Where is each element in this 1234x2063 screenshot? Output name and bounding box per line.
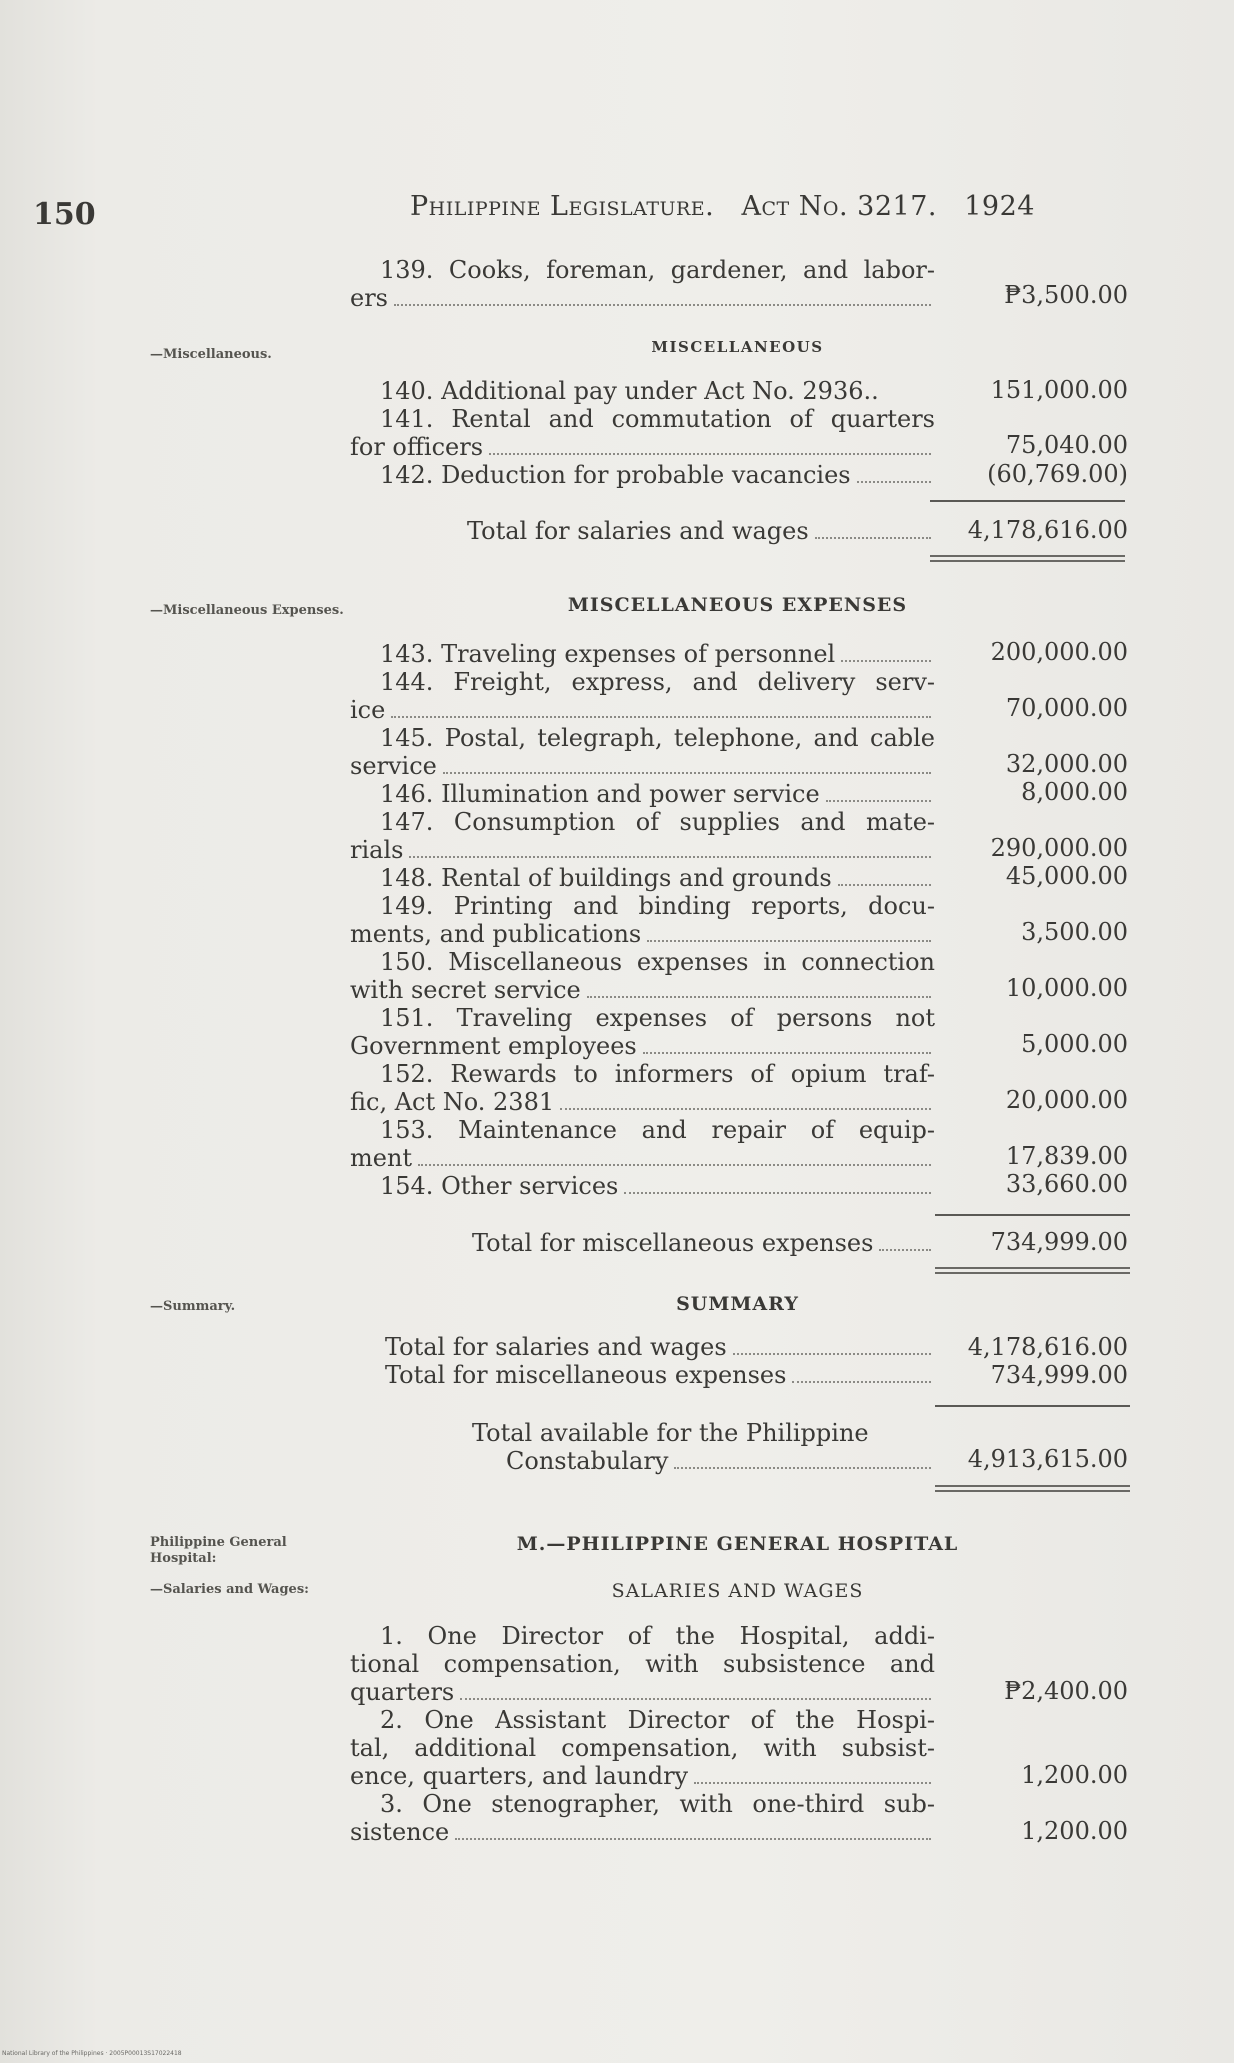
item-amount: 32,000.00: [1005, 750, 1128, 778]
summary-misc: [385, 1361, 935, 1389]
dot-leader: [694, 1782, 931, 1784]
item-amount: 1,200.00: [1021, 1817, 1128, 1845]
dot-leader: [489, 453, 931, 455]
item-150: [350, 948, 935, 1004]
dot-leader: [857, 481, 931, 483]
item-line: tional compensation, with subsistence and: [350, 1650, 935, 1678]
header-year: 1924: [964, 191, 1035, 222]
item-line: 141. Rental and commutation of quarters: [380, 405, 935, 433]
dot-leader: [815, 537, 931, 539]
item-amount: 45,000.00: [1005, 862, 1128, 890]
item-139: [350, 256, 935, 312]
item-140: [350, 377, 935, 405]
dot-leader: [418, 1164, 931, 1166]
total-misc-expenses: [472, 1229, 935, 1257]
total-amount: 4,178,616.00: [967, 1333, 1128, 1361]
item-142: [350, 461, 935, 489]
item-line: tal, additional compensation, with subsist-: [350, 1734, 935, 1762]
total-rule: [935, 1214, 1130, 1216]
dot-leader: [443, 772, 931, 774]
item-line: 3. One stenographer, with one-third sub-: [380, 1790, 935, 1818]
item-143: [350, 640, 935, 668]
item-line: 151. Traveling expenses of persons not: [380, 1004, 935, 1032]
total-label: Total available for the Philippine: [472, 1419, 869, 1447]
dot-leader: [826, 800, 931, 802]
dot-leader: [455, 1838, 931, 1840]
scan-credit: National Library of the Philippines · 2005P00013S17022418: [2, 2050, 182, 2057]
item-line: fic, Act No. 2381: [350, 1088, 555, 1116]
section-title-misc-expenses: MISCELLANEOUS EXPENSES: [567, 594, 908, 616]
item-line: 142. Deduction for probable vacancies: [380, 461, 851, 489]
item-h2: [350, 1706, 935, 1790]
item-141: [350, 405, 935, 461]
dot-leader: [647, 940, 931, 942]
dot-leader: [394, 304, 931, 306]
dot-leader: [841, 660, 931, 662]
total-label: Total for salaries and wages: [467, 517, 809, 545]
header-act: Act No. 3217.: [741, 191, 937, 222]
margin-note-hospital: Philippine General Hospital:: [150, 1535, 287, 1566]
item-147: [350, 808, 935, 864]
item-line: 1. One Director of the Hospital, addi-: [380, 1622, 935, 1650]
header-legislature: Philippine Legislature.: [410, 191, 715, 222]
item-line: rials: [350, 836, 404, 864]
margin-note-misc: —Miscellaneous.: [150, 347, 272, 362]
section-title-miscellaneous: MISCELLANEOUS: [651, 338, 824, 356]
dot-leader: [643, 1052, 931, 1054]
dot-leader: [587, 996, 931, 998]
item-amount: 5,000.00: [1021, 1030, 1128, 1058]
item-amount: 17,839.00: [1005, 1142, 1128, 1170]
section-title-summary: SUMMARY: [676, 1293, 799, 1315]
item-line: 154. Other services: [380, 1172, 619, 1200]
total-amount: 734,999.00: [990, 1228, 1128, 1256]
dot-leader: [409, 856, 931, 858]
item-h3: [350, 1790, 935, 1846]
total-label: Total for salaries and wages: [385, 1333, 727, 1361]
double-rule: [935, 1485, 1130, 1492]
item-151: [350, 1004, 935, 1060]
dot-leader: [624, 1192, 931, 1194]
item-line: 143. Traveling expenses of personnel: [380, 640, 836, 668]
total-salaries-wages: [467, 517, 935, 545]
item-line: quarters: [350, 1678, 455, 1706]
item-line: 150. Miscellaneous expenses in connection: [380, 948, 935, 976]
item-line: 147. Consumption of supplies and mate-: [380, 808, 935, 836]
item-amount: 20,000.00: [1005, 1086, 1128, 1114]
item-153: [350, 1116, 935, 1172]
item-line: 148. Rental of buildings and grounds: [380, 864, 832, 892]
item-line: 153. Maintenance and repair of equip-: [380, 1116, 935, 1144]
item-amount: 1,200.00: [1021, 1761, 1128, 1789]
item-line: service: [350, 752, 437, 780]
item-line: 145. Postal, telegraph, telephone, and cable: [380, 724, 935, 752]
item-amount: ₱2,400.00: [1004, 1677, 1128, 1705]
item-line: with secret service: [350, 976, 581, 1004]
item-amount: ₱3,500.00: [1004, 281, 1128, 309]
item-148: [350, 864, 935, 892]
item-line: 139. Cooks, foreman, gardener, and labor-: [380, 256, 935, 284]
margin-note-misc-expenses: —Miscellaneous Expenses.: [150, 603, 344, 618]
item-line: ments, and publications: [350, 920, 642, 948]
item-amount: 3,500.00: [1021, 918, 1128, 946]
item-amount: 75,040.00: [1005, 431, 1128, 459]
total-label: Total for miscellaneous expenses: [472, 1229, 874, 1257]
dot-leader: [560, 1108, 931, 1110]
item-line: ment: [350, 1144, 413, 1172]
double-rule: [930, 555, 1125, 562]
total-label: Total for miscellaneous expenses: [385, 1361, 787, 1389]
item-144: [350, 668, 935, 724]
section-title-salaries: SALARIES AND WAGES: [611, 1580, 864, 1602]
item-149: [350, 892, 935, 948]
item-h1: [350, 1622, 935, 1706]
dot-leader: [391, 716, 931, 718]
item-line: 146. Illumination and power service: [380, 780, 820, 808]
item-line: ers: [350, 284, 388, 312]
item-line: 140. Additional pay under Act No. 2936..: [380, 377, 879, 405]
item-amount: 151,000.00: [990, 376, 1128, 404]
item-amount: 290,000.00: [990, 834, 1128, 862]
dot-leader: [733, 1353, 931, 1355]
item-line: for officers: [350, 433, 484, 461]
item-line: 2. One Assistant Director of the Hospi-: [380, 1706, 935, 1734]
total-amount: 734,999.00: [990, 1361, 1128, 1389]
item-145: [350, 724, 935, 780]
item-line: ice: [350, 696, 386, 724]
item-line: 152. Rewards to informers of opium traf-: [380, 1060, 935, 1088]
total-available-constabulary: [472, 1419, 935, 1475]
item-amount: (60,769.00): [987, 460, 1128, 488]
item-line: 144. Freight, express, and delivery serv-: [380, 668, 935, 696]
item-154: [350, 1172, 935, 1200]
total-rule: [930, 500, 1125, 502]
item-line: Government employees: [350, 1032, 637, 1060]
item-152: [350, 1060, 935, 1116]
item-amount: 10,000.00: [1005, 974, 1128, 1002]
dot-leader: [792, 1381, 931, 1383]
margin-note-salaries: —Salaries and Wages:: [150, 1582, 309, 1597]
total-amount: 4,913,615.00: [967, 1445, 1128, 1473]
summary-salaries: [385, 1333, 935, 1361]
item-amount: 8,000.00: [1021, 778, 1128, 806]
total-amount: 4,178,616.00: [967, 516, 1128, 544]
item-amount: 200,000.00: [990, 638, 1128, 666]
item-line: sistence: [350, 1818, 450, 1846]
dot-leader: [838, 884, 931, 886]
item-146: [350, 780, 935, 808]
double-rule: [935, 1267, 1130, 1274]
item-amount: 33,660.00: [1005, 1170, 1128, 1198]
item-line: ence, quarters, and laundry: [350, 1762, 689, 1790]
item-line: 149. Printing and binding reports, docu-: [380, 892, 935, 920]
dot-leader: [674, 1467, 931, 1469]
margin-note-summary: —Summary.: [150, 1299, 236, 1314]
total-label: Constabulary: [506, 1447, 669, 1475]
section-title-hospital: M.—PHILIPPINE GENERAL HOSPITAL: [516, 1533, 959, 1555]
dot-leader: [879, 1249, 931, 1251]
total-rule: [935, 1405, 1130, 1407]
page-number: 150: [33, 197, 96, 232]
running-header: [410, 191, 1035, 222]
dot-leader: [460, 1698, 931, 1700]
item-amount: 70,000.00: [1005, 694, 1128, 722]
